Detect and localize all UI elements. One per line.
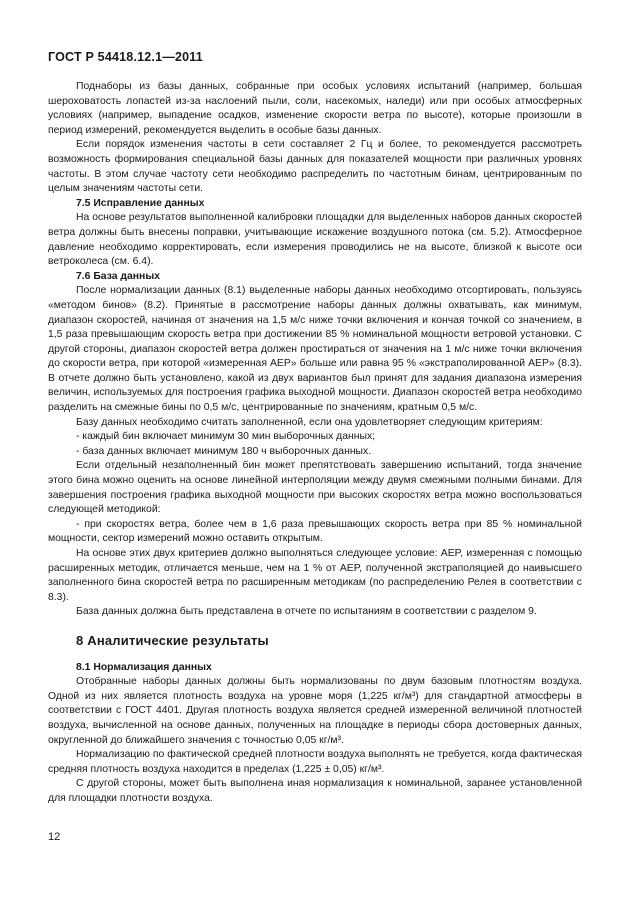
subsection-heading: 8.1 Нормализация данных bbox=[76, 661, 212, 673]
paragraph: На основе этих двух критериев должно выполняться следующее условие: AEP, измеренная с помощью расширенных методик, отличается меньше, чем на 1 % от AEP, полученной экстраполяцией до наивысшего заполненного бина скоростей ветра по расширенным методикам (по распределению Релея в соответствии с 8.3). bbox=[48, 548, 582, 603]
document-header: ГОСТ Р 54418.12.1—2011 bbox=[48, 50, 203, 64]
paragraph: Нормализацию по фактической средней плотности воздуха выполнять не требуется, когда фактическая средняя плотность воздуха находится в пределах (1,225 ± 0,05) кг/м³. bbox=[48, 749, 582, 775]
paragraph: С другой стороны, может быть выполнена иная нормализация к номинальной, заранее установленной для площадки плотности воздуха. bbox=[48, 778, 582, 804]
paragraph: Поднаборы из базы данных, собранные при особых условиях испытаний (например, большая шероховатость лопастей из-за наслоений пыли, соли, насекомых, наледи) или при особых атмосферных условиях (например, выпадение осадков, изменение скорости ветра по высоте), которые произошли в период измерений, рекомендуется выделить в особые базы данных. bbox=[48, 81, 582, 136]
list-item: - каждый бин включает минимум 30 мин выборочных данных; bbox=[76, 431, 376, 443]
list-item: - при скоростях ветра, более чем в 1,6 раза превышающих скорость ветра при 85 % номинальной мощности, сектор измерений можно оставить открытым. bbox=[48, 518, 582, 545]
section-heading: 8 Аналитические результаты bbox=[76, 632, 269, 648]
paragraph: После нормализации данных (8.1) выделенные наборы данных необходимо отсортировать, пользуясь «методом бинов» (8.2). Принятые в рассмотрение наборы данных должны охватывать, как минимум, диапазон скоростей, начиная от значения на 1,5 м/с ниже точки включения и кончая точкой со значением, в 1,5 раза превышающим скорость ветра при достижении 85 % номинальной мощности ветровой установки. С другой стороны, диапазон скоростей ветра должен простираться от значения на 1 м/с ниже точки включения до скорости ветра, при которой «измеренная AEP» больше или равна 95 % «экстраполированной AEP» (8.3). В отчете должно быть установлено, какой из двух вариантов был принят для задания диапазона измерения величин, используемых для построения графика выходной мощности. Диапазон скоростей ветра необходимо разделить на смежные бины по 0,5 м/с, центрированные по значениям, кратным 0,5 м/с. bbox=[48, 285, 582, 414]
list-item: - база данных включает минимум 180 ч выборочных данных. bbox=[76, 445, 372, 457]
subsection-heading: 7.6 База данных bbox=[76, 270, 160, 282]
paragraph: Если отдельный незаполненный бин может препятствовать завершению испытаний, тогда значение этого бина можно оценить на основе линейной интерполяции между двумя смежными полными бинами. Для завершения построения графика выходной мощности при высоких скоростях ветра можно воспользоваться следующей методикой: bbox=[48, 460, 582, 516]
paragraph: Отобранные наборы данных должны быть нормализованы по двум базовым плотностям воздуха. Одной из них является плотность воздуха на уровне моря (1,225 кг/м³) для стандартной атмосферы в соответствии с ГОСТ 4401. Другая плотность воздуха является средней измеренной величиной плотностей воздуха, вычисленной на основе данных, полученных на площадке в периоды сбора достоверных данных, округленной до ближайшего значения с точностью 0,05 кг/м³. bbox=[48, 676, 582, 746]
paragraph: На основе результатов выполненной калибровки площадки для выделенных наборов данных скоростей ветра должны быть внесены поправки, учитывающие искажение воздушного потока (см. 5.2). Атмосферное давление необходимо корректировать, если измерения проводились не на высоте, близкой к высоте оси ветроколеса (см. 6.4). bbox=[48, 212, 582, 268]
page-number: 12 bbox=[48, 831, 61, 843]
paragraph: Если порядок изменения частоты в сети составляет 2 Гц и более, то рекомендуется рассмотреть возможность формирования специальной базы данных для показателей мощности при различных уровнях частоты. В этом случае частоту сети необходимо распределить по частотным бинам, центрированным по целым значениям частоты сети. bbox=[48, 139, 582, 195]
paragraph: База данных должна быть представлена в отчете по испытаниям в соответствии с разделом 9. bbox=[76, 606, 537, 618]
document-body bbox=[48, 80, 582, 807]
paragraph: Базу данных необходимо считать заполненной, если она удовлетворяет следующим критериям: bbox=[76, 416, 543, 428]
subsection-heading: 7.5 Исправление данных bbox=[76, 197, 205, 209]
